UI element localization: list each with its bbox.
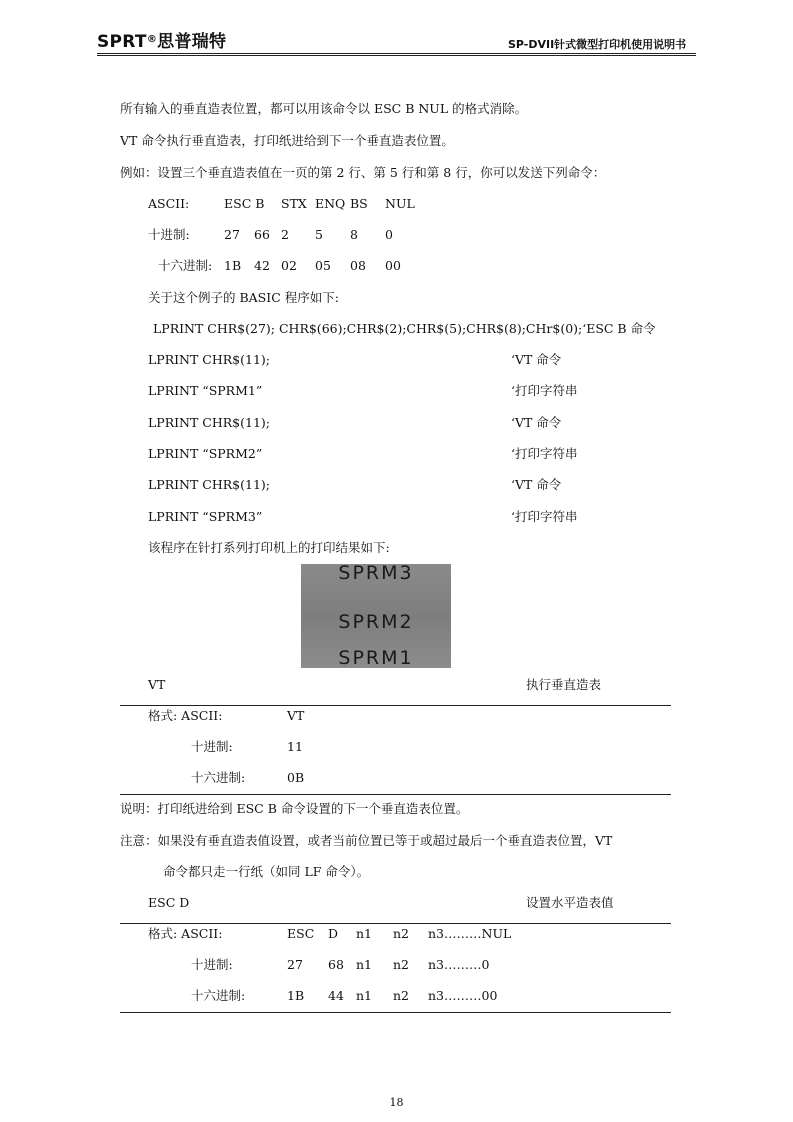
code-line: LPRINT CHR$(11); bbox=[148, 477, 271, 492]
basic-intro: 关于这个例子的 BASIC 程序如下: bbox=[148, 290, 339, 305]
code-comment: ‘打印字符串 bbox=[511, 383, 578, 398]
intro-line-1: 所有输入的垂直造表位置，都可以用该命令以 ESC B NUL 的格式消除。 bbox=[120, 101, 528, 116]
example-ascii-label: ASCII: bbox=[148, 196, 190, 211]
example-ascii-val: BS bbox=[350, 196, 368, 211]
escd-dec-val: n3………0 bbox=[428, 957, 490, 972]
page-number: 18 bbox=[389, 1096, 404, 1109]
example-dec-val: 27 bbox=[224, 227, 240, 242]
code-line: LPRINT “SPRM3” bbox=[148, 509, 263, 524]
vt-ascii-value: VT bbox=[287, 708, 305, 723]
command-desc-escd: 设置水平造表值 bbox=[526, 895, 614, 910]
escd-ascii-val: n2 bbox=[393, 926, 410, 941]
basic-line-first: LPRINT CHR$(27); CHR$(66);CHR$(2);CHR$(5);CHR$(8);CHr$(0);‘ESC B 命令 bbox=[153, 321, 656, 336]
example-dec-val: 5 bbox=[315, 227, 323, 242]
vt-note-2: 注意：如果没有垂直造表值设置，或者当前位置已等于或超过最后一个垂直造表位置，VT bbox=[120, 833, 613, 848]
escd-hex-label: 十六进制: bbox=[191, 988, 246, 1003]
intro-line-3: 例如：设置三个垂直造表值在一页的第 2 行、第 5 行和第 8 行，你可以发送下列命令： bbox=[120, 165, 606, 180]
code-line: LPRINT “SPRM1” bbox=[148, 383, 263, 398]
section-rule bbox=[120, 923, 671, 924]
header-rule bbox=[97, 53, 696, 54]
section-rule bbox=[120, 705, 671, 706]
vt-dec-value: 11 bbox=[287, 739, 303, 754]
printout-sample-image bbox=[301, 564, 451, 668]
example-hex-val: 02 bbox=[281, 258, 297, 273]
vt-hex-label: 十六进制: bbox=[191, 770, 246, 785]
example-dec-val: 8 bbox=[350, 227, 358, 242]
example-dec-val: 0 bbox=[385, 227, 393, 242]
printout-line: SPRM3 bbox=[338, 564, 414, 584]
escd-hex-val: n2 bbox=[393, 988, 410, 1003]
section-rule bbox=[120, 794, 671, 795]
command-name-escd: ESC D bbox=[148, 895, 190, 910]
escd-ascii-val: D bbox=[328, 926, 339, 941]
code-comment: ‘VT 命令 bbox=[511, 352, 562, 367]
example-hex-label: 十六进制: bbox=[158, 258, 213, 273]
vt-note-3: 命令都只走一行纸（如同 LF 命令）。 bbox=[163, 864, 370, 879]
escd-hex-val: n1 bbox=[356, 988, 373, 1003]
brand-logo: SPRT®思普瑞特 bbox=[97, 32, 227, 52]
escd-hex-val: n3………00 bbox=[428, 988, 498, 1003]
escd-dec-val: 27 bbox=[287, 957, 303, 972]
vt-hex-value: 0B bbox=[287, 770, 305, 785]
escd-ascii-val: ESC bbox=[287, 926, 315, 941]
example-ascii-val: ESC B bbox=[224, 196, 265, 211]
escd-dec-val: n1 bbox=[356, 957, 373, 972]
vt-dec-label: 十进制: bbox=[191, 739, 233, 754]
example-hex-val: 00 bbox=[385, 258, 401, 273]
escd-hex-val: 44 bbox=[328, 988, 344, 1003]
code-line: LPRINT CHR$(11); bbox=[148, 415, 271, 430]
vt-note-1: 说明：打印纸进给到 ESC B 命令设置的下一个垂直造表位置。 bbox=[120, 801, 469, 816]
example-hex-val: 42 bbox=[254, 258, 270, 273]
code-comment: ‘打印字符串 bbox=[511, 509, 578, 524]
escd-format-label: 格式: ASCII: bbox=[148, 926, 223, 941]
escd-ascii-val: n1 bbox=[356, 926, 373, 941]
escd-dec-label: 十进制: bbox=[191, 957, 233, 972]
header-rule-thin bbox=[97, 55, 696, 56]
printout-line: SPRM2 bbox=[338, 611, 414, 633]
example-dec-val: 66 bbox=[254, 227, 270, 242]
example-ascii-val: NUL bbox=[385, 196, 415, 211]
example-hex-val: 08 bbox=[350, 258, 366, 273]
intro-line-2: VT 命令执行垂直造表，打印纸进给到下一个垂直造表位置。 bbox=[120, 133, 454, 148]
result-intro: 该程序在针打系列打印机上的打印结果如下: bbox=[148, 540, 390, 555]
example-hex-val: 1B bbox=[224, 258, 242, 273]
code-comment: ‘VT 命令 bbox=[511, 477, 562, 492]
example-hex-val: 05 bbox=[315, 258, 331, 273]
code-line: LPRINT “SPRM2” bbox=[148, 446, 263, 461]
escd-ascii-val: n3………NUL bbox=[428, 926, 512, 941]
code-comment: ‘打印字符串 bbox=[511, 446, 578, 461]
document-title: SP-DVII针式微型打印机使用说明书 bbox=[508, 38, 687, 51]
vt-format-label: 格式: ASCII: bbox=[148, 708, 223, 723]
code-comment: ‘VT 命令 bbox=[511, 415, 562, 430]
example-dec-val: 2 bbox=[281, 227, 289, 242]
escd-dec-val: 68 bbox=[328, 957, 344, 972]
command-desc-vt: 执行垂直造表 bbox=[526, 677, 602, 692]
printout-line: SPRM1 bbox=[338, 647, 414, 668]
escd-hex-val: 1B bbox=[287, 988, 305, 1003]
example-dec-label: 十进制: bbox=[148, 227, 190, 242]
example-ascii-val: ENQ bbox=[315, 196, 346, 211]
example-ascii-val: STX bbox=[281, 196, 307, 211]
escd-dec-val: n2 bbox=[393, 957, 410, 972]
section-rule bbox=[120, 1012, 671, 1013]
command-name-vt: VT bbox=[148, 677, 166, 692]
code-line: LPRINT CHR$(11); bbox=[148, 352, 271, 367]
